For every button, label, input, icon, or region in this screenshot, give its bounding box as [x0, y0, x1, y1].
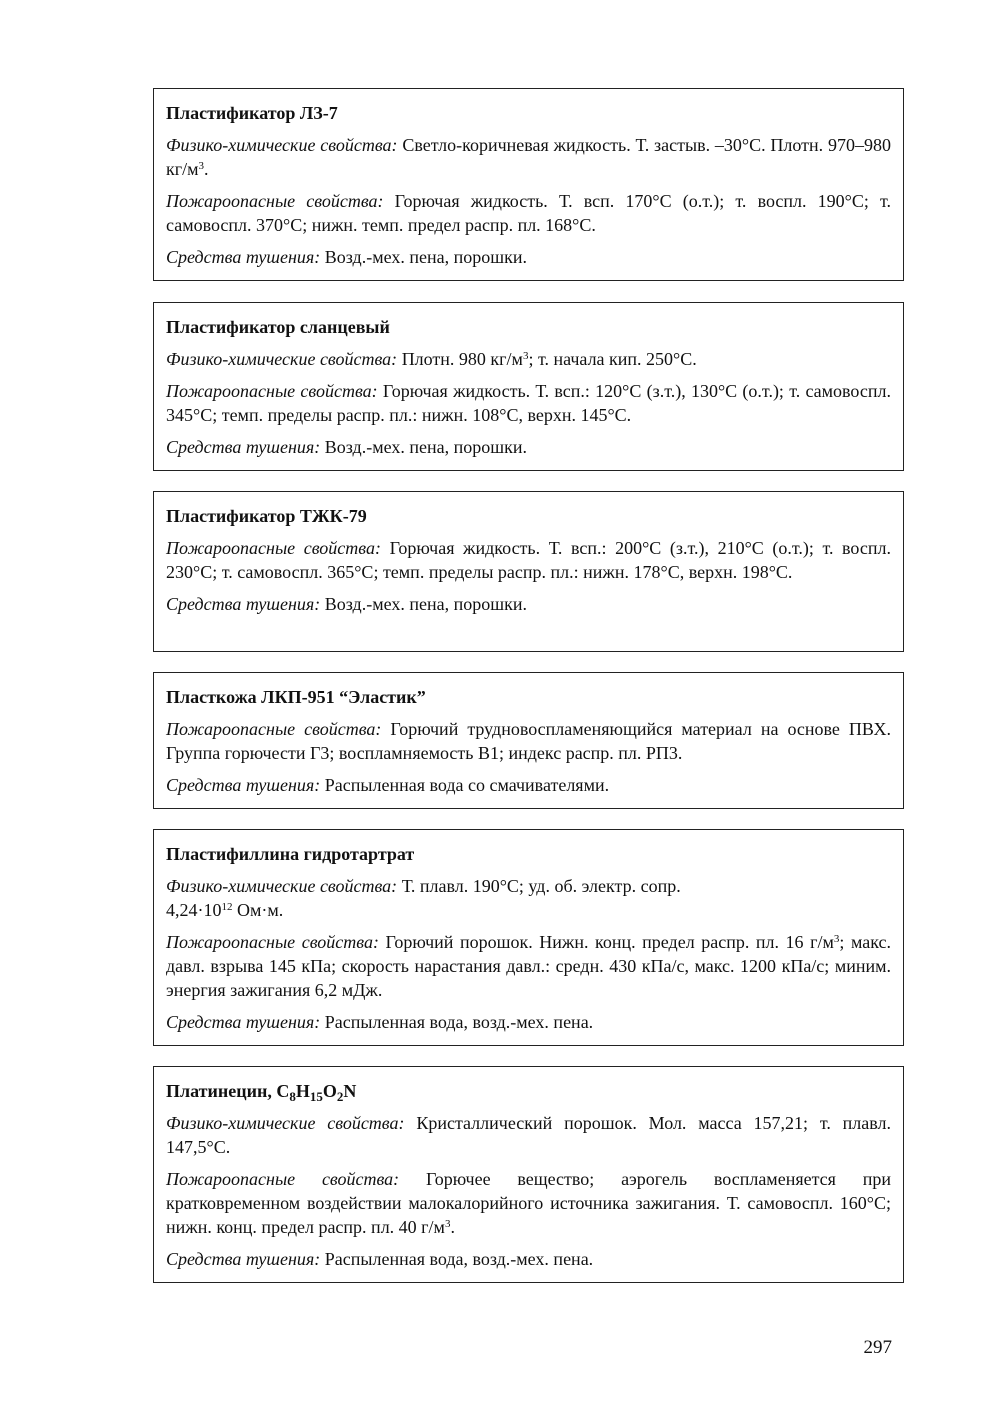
physical-properties — [166, 874, 891, 922]
subscript: 2 — [336, 1089, 344, 1104]
extinguishing-text: Распыленная вода, возд.-мех. пена. — [320, 1249, 594, 1269]
extinguishing-text: Возд.-мех. пена, порошки. — [320, 437, 527, 457]
physical-properties-text: 4,24·10 — [166, 900, 222, 920]
physical-properties-text: Ом·м. — [232, 900, 284, 920]
extinguishing-text: Распыленная вода, возд.-мех. пена. — [320, 1012, 594, 1032]
extinguishing-agents — [166, 773, 891, 797]
entry-platinecin — [153, 1066, 904, 1283]
fire-properties — [166, 717, 891, 765]
physical-properties-text: Кристаллический порошок. Мол. масса 157,21; т. плавл. 147,5°С. — [166, 1113, 891, 1157]
entry-title: Пластификатор сланцевый — [166, 317, 390, 337]
extinguishing-label: Средства тушения: — [166, 594, 321, 614]
entry-title: Пластификатор ТЖК-79 — [166, 506, 367, 526]
fire-properties-label: Пожароопасные свойства: — [166, 719, 382, 739]
extinguishing-agents — [166, 592, 891, 616]
fire-properties-text: . — [450, 1217, 455, 1237]
extinguishing-agents — [166, 245, 891, 269]
title-text: О — [322, 1081, 337, 1101]
fire-properties — [166, 930, 891, 1002]
superscript: 3 — [522, 350, 529, 362]
physical-properties-text: Светло-коричневая жидкость. Т. застыв. –30°С. Плотн. 970–980 кг/м — [166, 135, 891, 179]
fire-properties-label: Пожароопасные свойства: — [166, 381, 378, 401]
fire-properties-text: Горючее вещество; аэрогель воспламеняется при кратковременном воздействии малокалорийного источника зажигания. Т. самовоспл. 160°С; нижн. конц. предел распр. пл. 40 г/м — [166, 1169, 891, 1237]
entry-plastifikator-tzhk79 — [153, 491, 904, 652]
extinguishing-label: Средства тушения: — [166, 247, 321, 267]
fire-properties-text: Горючий трудновоспламеняющийся материал на основе ПВХ. Группа горючести Г3; воспламняемость В1; индекс распр. пл. РП3. — [166, 719, 891, 763]
subscript: 8 — [289, 1089, 296, 1104]
superscript: 3 — [833, 933, 840, 945]
fire-properties-text: ; макс. давл. взрыва 145 кПа; скорость нарастания давл.: средн. 430 кПа/с, макс. 1200 кПа/с; миним. энергия зажигания 6,2 мДж. — [166, 932, 891, 1000]
extinguishing-text: Возд.-мех. пена, порошки. — [320, 594, 527, 614]
extinguishing-agents — [166, 1010, 891, 1034]
fire-properties-label: Пожароопасные свойства: — [166, 538, 381, 558]
physical-properties — [166, 133, 891, 181]
entry-title: Пластифиллина гидротартрат — [166, 844, 415, 864]
fire-properties — [166, 379, 891, 427]
fire-properties-text: Горючий порошок. Нижн. конц. предел распр. пл. 16 г/м — [378, 932, 834, 952]
physical-properties-label: Физико-химические свойства: — [166, 349, 398, 369]
superscript: 12 — [221, 901, 233, 913]
extinguishing-label: Средства тушения: — [166, 1012, 321, 1032]
physical-properties-label: Физико-химические свойства: — [166, 876, 398, 896]
title-text: Н — [295, 1081, 310, 1101]
entry-plastifikator-slantsevy — [153, 302, 904, 471]
physical-properties-label: Физико-химические свойства: — [166, 1113, 405, 1133]
extinguishing-label: Средства тушения: — [166, 1249, 321, 1269]
physical-properties-label: Физико-химические свойства: — [166, 135, 398, 155]
entry-title: Пласткожа ЛКП-951 “Эластик” — [166, 687, 426, 707]
extinguishing-text: Распыленная вода со смачивателями. — [320, 775, 610, 795]
fire-properties — [166, 1167, 891, 1239]
physical-properties — [166, 347, 891, 371]
fire-properties-text: Горючая жидкость. Т. всп. 170°С (о.т.); т. воспл. 190°С; т. самовоспл. 370°С; нижн. темп. предел распр. пл. 168°С. — [166, 191, 891, 235]
fire-properties-text: Горючая жидкость. Т. всп.: 120°С (з.т.), 130°С (о.т.); т. самовоспл. 345°С; темп. пределы распр. пл.: нижн. 108°С, верхн. 145°С. — [166, 381, 891, 425]
extinguishing-label: Средства тушения: — [166, 437, 321, 457]
fire-properties — [166, 536, 891, 584]
entry-plastkozha-lkp951 — [153, 672, 904, 809]
page-number: 297 — [863, 1337, 892, 1358]
extinguishing-agents — [166, 435, 891, 459]
superscript: 3 — [198, 160, 205, 172]
title-text: N — [343, 1081, 357, 1101]
physical-properties-text: . — [204, 159, 209, 179]
entry-platifillina-gidrotartrat — [153, 829, 904, 1046]
subscript: 15 — [309, 1089, 323, 1104]
physical-properties-text: Т. плавл. 190°С; уд. об. электр. сопр. — [397, 876, 681, 896]
physical-properties-text: Плотн. 980 кг/м — [397, 349, 523, 369]
extinguishing-label: Средства тушения: — [166, 775, 321, 795]
extinguishing-agents — [166, 1247, 891, 1271]
extinguishing-text: Возд.-мех. пена, порошки. — [320, 247, 527, 267]
entry-plastifikator-lz7 — [153, 88, 904, 281]
physical-properties-text: ; т. начала кип. 250°С. — [528, 349, 697, 369]
fire-properties-text: Горючая жидкость. Т. всп.: 200°С (з.т.), 210°С (о.т.); т. воспл. 230°С; т. самовоспл. 365°С; темп. пределы распр. пл.: нижн. 178°С, верхн. 198°С. — [166, 538, 891, 582]
superscript: 3 — [444, 1218, 451, 1230]
fire-properties — [166, 189, 891, 237]
entry-title: Пластификатор ЛЗ-7 — [166, 103, 338, 123]
fire-properties-label: Пожароопасные свойства: — [166, 1169, 400, 1189]
fire-properties-label: Пожароопасные свойства: — [166, 932, 379, 952]
fire-properties-label: Пожароопасные свойства: — [166, 191, 384, 211]
physical-properties — [166, 1111, 891, 1159]
entry-title — [166, 1079, 891, 1103]
title-text: Платинецин, С — [166, 1081, 290, 1101]
